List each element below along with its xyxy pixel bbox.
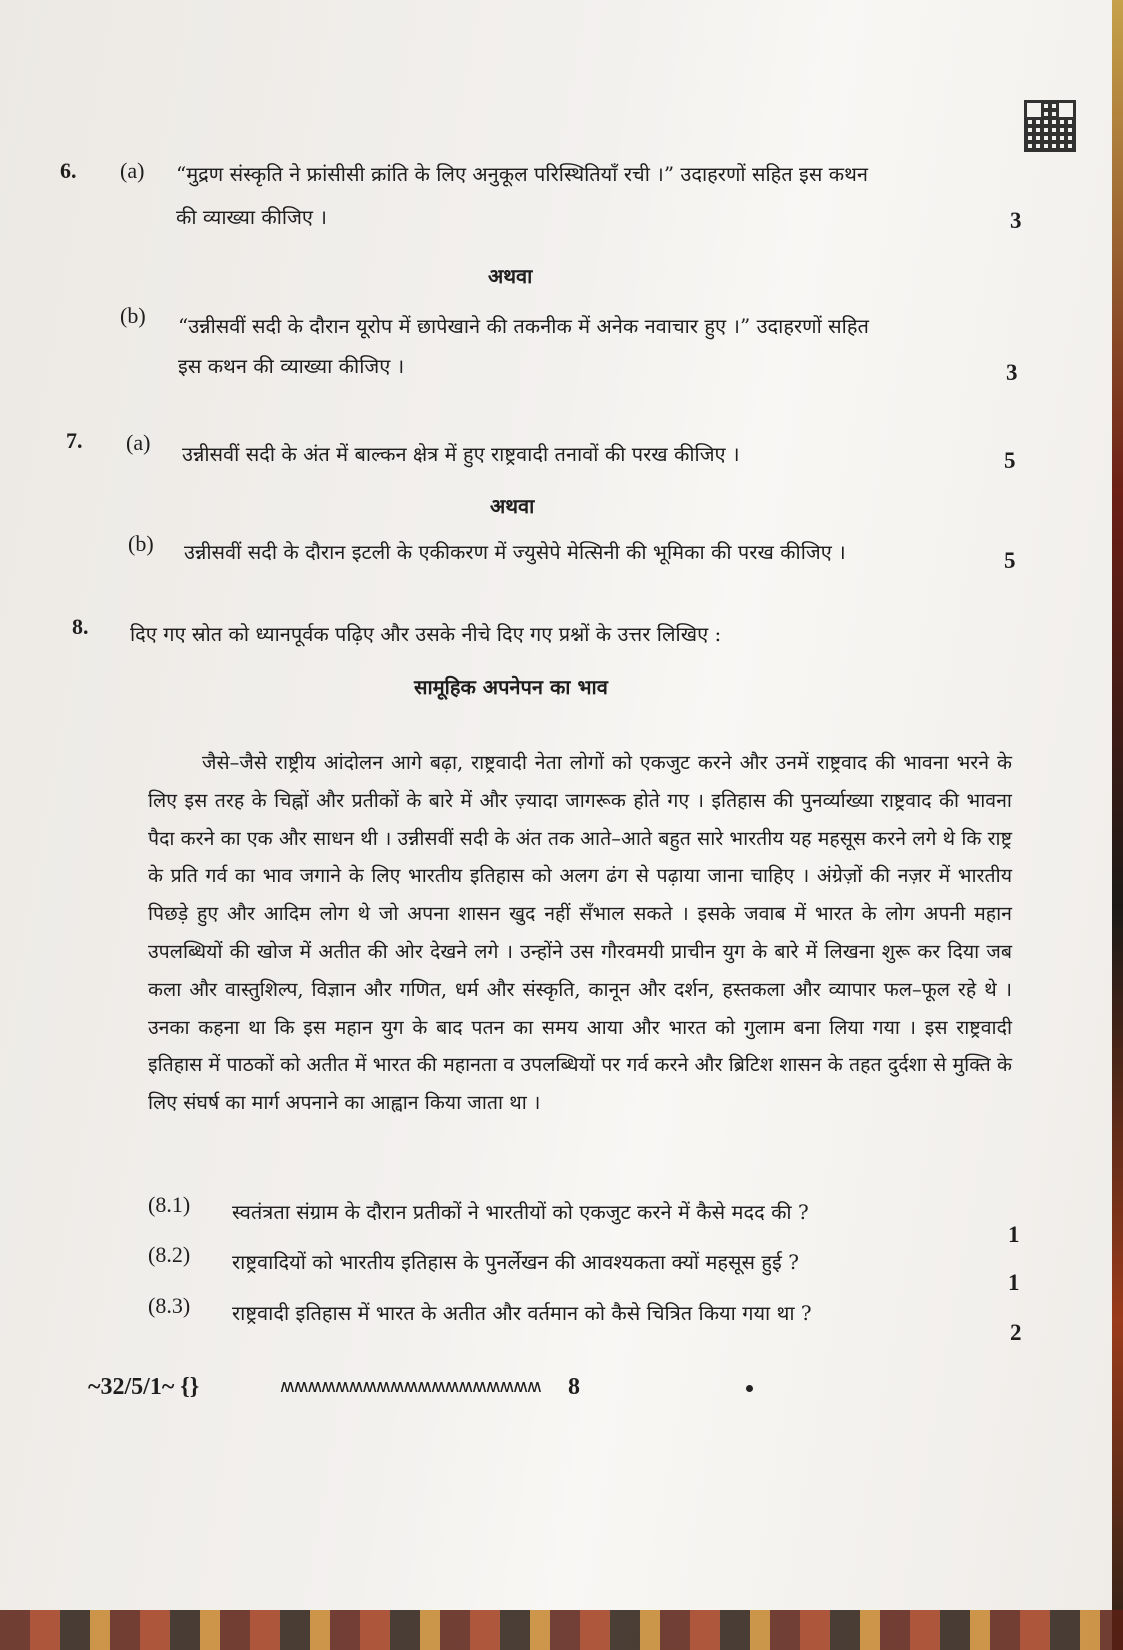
subquestion-8-2-text: राष्ट्रवादियों को भारतीय इतिहास के पुनर्लेखन की आवश्यकता क्यों महसूस हुई ? [232,1250,799,1274]
subquestion-8-2-marks: 1 [1008,1270,1020,1295]
passage-paragraph: जैसे–जैसे राष्ट्रीय आंदोलन आगे बढ़ा, राष्ट्रवादी नेता लोगों को एकजुट करने और उनमें राष्ट्रवाद की भावना भरने के लिए इस तरह के चिह्नों और प्रतीकों के बारे में और ज़्यादा जागरूक होते गए । इतिहास की पुनर्व्याख्या राष्ट्रवाद की भावना पैदा करने का एक और साधन थी । उन्नीसवीं सदी के अंत तक आते–आते बहुत सारे भारतीय यह महसूस करने लगे थे कि राष्ट्र के प्रति गर्व का भाव जगाने के लिए भारतीय इतिहास को अलग ढंग से पढ़ाया जाना चाहिए । अंग्रेज़ों की नज़र में भारतीय पिछड़े हुए और आदिम लोग थे जो अपना शासन खुद नहीं सँभाल सकते । इसके जवाब में भारत के लोग अपनी महान उपलब्धियों की खोज में अतीत की ओर देखने लगे । उन्होंने उस गौरवमयी प्राचीन युग के बारे में लिखना शुरू कर दिया जब कला और वास्तुशिल्प, विज्ञान और गणित, धर्म और संस्कृति, कानून और दर्शन, हस्तकला और व्यापार फल–फूल रहे थे । उनका कहना था कि इस महान युग के बाद पतन का समय आया और भारत को गुलाम बना लिया गया । इस राष्ट्रवादी इतिहास में पाठकों को अतीत में भारत की महानता व उपलब्धियों पर गर्व करने और ब्रिटिश शासन के तहत दुर्दशा से मुक्ति के लिए संघर्ष का मार्ग अपनाने का आह्वान किया जाता था । [148,751,1012,1115]
question-6b-marks: 3 [1006,360,1018,385]
question-6a-line1: “मुद्रण संस्कृति ने फ्रांसीसी क्रांति के लिए अनुकूल परिस्थितियाँ रची ।” उदाहरणों सहित इस कथन [176,162,868,186]
question-6b-line1: “उन्नीसवीं सदी के दौरान यूरोप में छापेखाने की तकनीक में अनेक नवाचार हुए ।” उदाहरणों सहित [178,314,869,338]
footer-squiggle: ʍʍʍʍʍʍʍʍʍʍʍʍʍʍʍʍʍʍʍ [280,1376,541,1397]
background-fabric-right [1112,0,1123,1650]
question-6a-marks: 3 [1010,208,1022,233]
question-7a-label: (a) [126,430,151,455]
question-6-or: अथवा [488,264,533,288]
passage-title: सामूहिक अपनेपन का भाव [414,675,608,699]
question-6a-label: (a) [120,158,145,183]
question-7a-text: उन्नीसवीं सदी के अंत में बाल्कन क्षेत्र में हुए राष्ट्रवादी तनावों की परख कीजिए । [182,442,740,466]
subquestion-8-3-label: (8.3) [148,1293,191,1318]
subquestion-8-1-marks: 1 [1008,1222,1020,1247]
background-fabric-bottom [0,1610,1123,1650]
question-8-instruction: दिए गए स्रोत को ध्यानपूर्वक पढ़िए और उसके नीचे दिए गए प्रश्नों के उत्तर लिखिए : [130,622,722,646]
subquestion-8-2-label: (8.2) [148,1242,191,1267]
question-6-number: 6. [60,158,77,183]
question-6a-line2: की व्याख्या कीजिए । [176,205,327,229]
paper-code: ~32/5/1~ {} [88,1374,200,1400]
page-number: 8 [568,1374,580,1400]
question-7b-label: (b) [128,531,154,556]
source-passage [148,744,1012,1122]
subquestion-8-1-label: (8.1) [148,1192,191,1217]
question-8-number: 8. [72,614,89,639]
subquestion-8-3-text: राष्ट्रवादी इतिहास में भारत के अतीत और वर्तमान को कैसे चित्रित किया गया था ? [232,1301,812,1325]
question-7b-text: उन्नीसवीं सदी के दौरान इटली के एकीकरण में ज्युसेपे मेत्सिनी की भूमिका की परख कीजिए । [184,540,846,564]
subquestion-8-3-marks: 2 [1010,1320,1022,1345]
question-7-number: 7. [66,428,83,453]
question-7b-marks: 5 [1004,548,1016,573]
qr-code-icon [1024,100,1076,152]
subquestion-8-1-text: स्वतंत्रता संग्राम के दौरान प्रतीकों ने भारतीयों को एकजुट करने में कैसे मदद की ? [232,1200,809,1224]
question-7-or: अथवा [490,494,535,518]
question-7a-marks: 5 [1004,448,1016,473]
footer-dot [746,1385,753,1392]
question-6b-line2: इस कथन की व्याख्या कीजिए । [178,354,405,378]
question-6b-label: (b) [120,303,146,328]
